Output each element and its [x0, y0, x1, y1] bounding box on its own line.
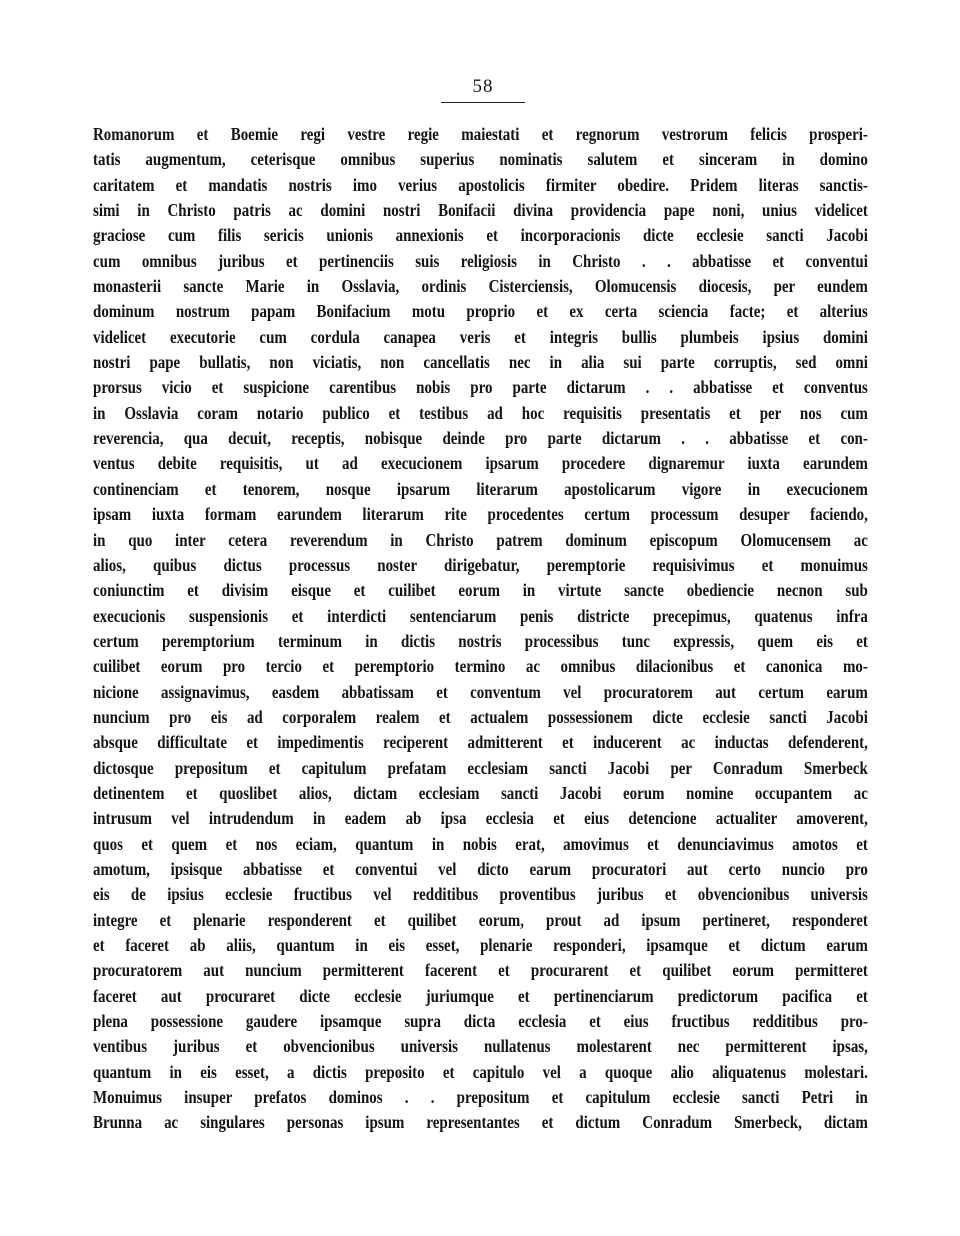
text-line: certum peremptorium terminum in dictis nostris processibus tunc expressis, quem eis et: [93, 630, 868, 651]
body-text: [93, 122, 868, 1136]
text-line: cuilibet eorum pro tercio et peremptorio termino ac omnibus dilacionibus et canonica mo-: [93, 656, 868, 677]
page-number: 58: [472, 76, 494, 97]
text-line: prorsus vicio et suspicione carentibus nobis pro parte dictarum . . abbatisse et conventus: [93, 377, 868, 398]
text-line: reverencia, qua decuit, receptis, nobisque deinde pro parte dictarum . . abbatisse et con-: [93, 428, 868, 449]
text-line: ventibus juribus et obvencionibus universis nullatenus molestarent nec permitterent ipsas,: [93, 1036, 868, 1057]
text-line: integre et plenarie responderent et quilibet eorum, prout ad ipsum pertineret, responderet: [93, 909, 868, 930]
text-line: quos et quem et nos eciam, quantum in nobis erat, amovimus et denunciavimus amotos et: [93, 833, 868, 854]
page-header: [441, 76, 525, 103]
text-line: nicione assignavimus, easdem abbatissam et conventum vel procuratorem aut certum earum: [93, 681, 868, 702]
text-line: ventus debite requisitis, ut ad execucionem ipsarum procedere dignaremur iuxta earundem: [93, 453, 868, 474]
text-line: intrusum vel intrudendum in eadem ab ipsa ecclesia et eius detencione actualiter amoverent,: [93, 808, 868, 829]
text-line: alios, quibus dictus processus noster dirigebatur, peremptorie requisivimus et monuimus: [93, 554, 868, 575]
text-line: et faceret ab aliis, quantum in eis esset, plenarie responderi, ipsamque et dictum earum: [93, 935, 868, 955]
text-line: plena possessione gaudere ipsamque supra dicta ecclesia et eius fructibus redditibus pro-: [93, 1011, 868, 1032]
text-line: dominum nostrum papam Bonifacium motu proprio et ex certa sciencia facte; et alterius: [93, 301, 868, 322]
text-line: in Osslavia coram notario publico et testibus ad hoc requisitis presentatis et per nos cum: [93, 402, 868, 423]
text-line: coniunctim et divisim eisque et cuilibet eorum in virtute sancte obediencie necnon sub: [93, 580, 868, 601]
page-number-rule: [441, 102, 525, 103]
text-line: ipsam iuxta formam earundem literarum rite procedentes certum processum desuper faciendo,: [93, 504, 868, 525]
text-line: simi in Christo patris ac domini nostri Bonifacii divina providencia pape noni, unius videlicet: [93, 200, 868, 221]
text-line: monasterii sancte Marie in Osslavia, ordinis Cisterciensis, Olomucensis diocesis, per eundem: [93, 276, 868, 297]
text-line: videlicet executorie cum cordula canapea veris et integris bullis plumbeis ipsius domini: [93, 326, 868, 347]
text-line: procuratorem aut nuncium permitterent facerent et procurarent et quilibet eorum permitteret: [93, 960, 868, 981]
text-line: faceret aut procuraret dicte ecclesie juriumque et pertinenciarum predictorum pacifica et: [93, 985, 868, 1006]
text-line: dictosque prepositum et capitulum prefatam ecclesiam sancti Jacobi per Conradum Smerbeck: [93, 757, 868, 778]
text-line: Brunna ac singulares personas ipsum representantes et dictum Conradum Smerbeck, dictam: [93, 1112, 868, 1133]
text-line: continenciam et tenorem, nosque ipsarum literarum apostolicarum vigore in execucionem: [93, 478, 868, 499]
text-line: graciose cum filis sericis unionis annexionis et incorporacionis dicte ecclesie sancti Jacobi: [93, 225, 868, 246]
text-line: eis de ipsius ecclesie fructibus vel redditibus proventibus juribus et obvencionibus universis: [93, 884, 868, 905]
text-line: nuncium pro eis ad corporalem realem et actualem possessionem dicte ecclesie sancti Jacobi: [93, 706, 868, 727]
text-line: execucionis suspensionis et interdicti sentenciarum penis districte precepimus, quatenus infra: [93, 605, 868, 626]
text-line: in quo inter cetera reverendum in Christo patrem dominum episcopum Olomucensem ac: [93, 529, 868, 550]
text-line: cum omnibus juribus et pertinenciis suis religiosis in Christo . . abbatisse et conventui: [93, 250, 868, 271]
text-line: Monuimus insuper prefatos dominos . . prepositum et capitulum ecclesie sancti Petri in: [93, 1087, 868, 1108]
text-line: detinentem et quoslibet alios, dictam ecclesiam sancti Jacobi eorum nomine occupantem ac: [93, 782, 868, 803]
text-line: caritatem et mandatis nostris imo verius apostolicis firmiter obedire. Pridem literas sanctis-: [93, 174, 868, 195]
text-line: Romanorum et Boemie regi vestre regie maiestati et regnorum vestrorum felicis prosperi-: [93, 124, 868, 144]
text-line: tatis augmentum, ceterisque omnibus superius nominatis salutem et sinceram in domino: [93, 149, 868, 170]
text-line: absque difficultate et impedimentis reciperent admitterent et inducerent ac inductas defenderent,: [93, 732, 868, 753]
text-line: quantum in eis esset, a dictis preposito et capitulo vel a quoque alio aliquatenus molestari.: [93, 1061, 868, 1082]
text-line: amotum, ipsisque abbatisse et conventui vel dicto earum procuratori aut certo nuncio pro: [93, 858, 868, 879]
text-line: nostri pape bullatis, non viciatis, non cancellatis nec in alia sui parte corruptis, sed omni: [93, 352, 868, 373]
